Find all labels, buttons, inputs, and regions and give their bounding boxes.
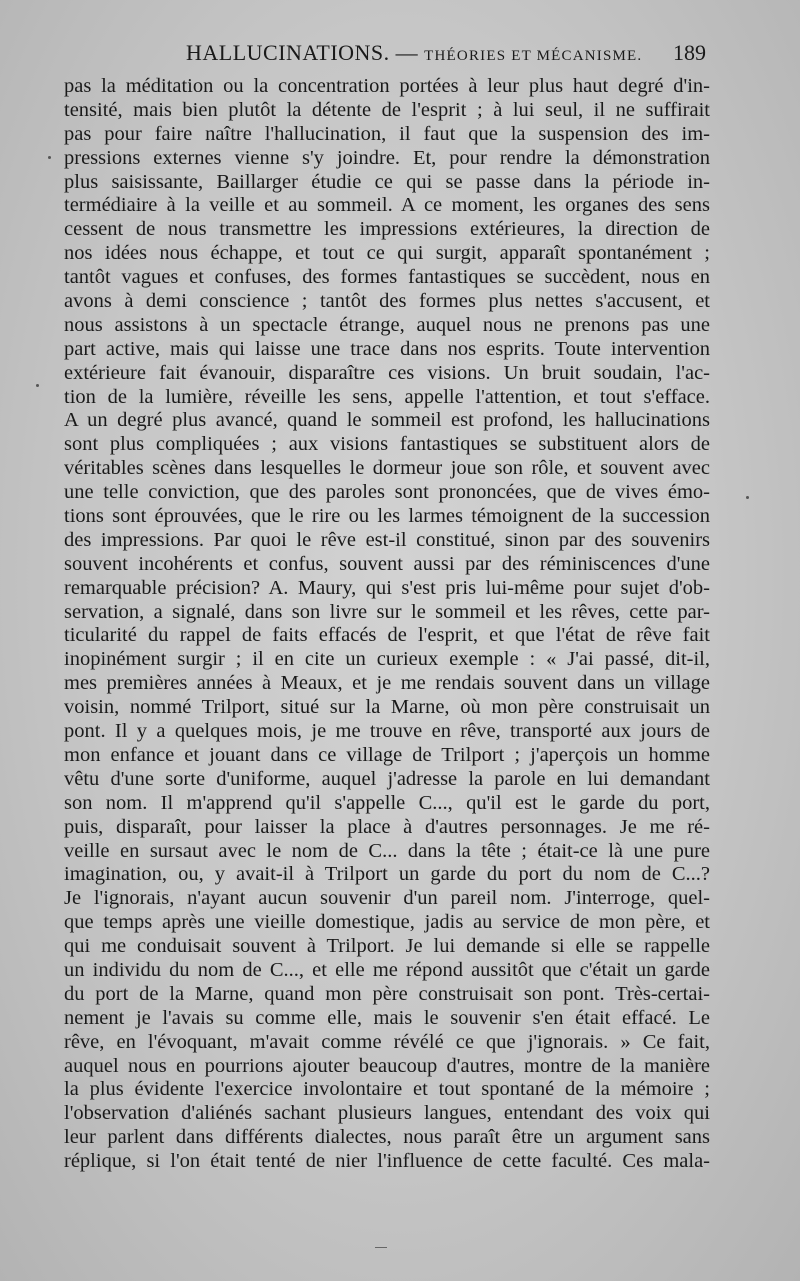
text-line: une telle conviction, que des paroles sont prononcées, que de vives émo- bbox=[64, 481, 710, 504]
text-line: des impressions. Par quoi le rêve est-il constitué, sinon par des souvenirs bbox=[64, 528, 710, 551]
running-title-separator: — bbox=[395, 40, 419, 65]
text-line: véritables scènes dans lesquelles le dormeur joue son rôle, et souvent avec bbox=[64, 457, 710, 480]
margin-speck bbox=[48, 156, 51, 159]
text-line: tions sont éprouvées, que le rire ou les larmes témoignent de la succession bbox=[64, 505, 710, 528]
text-line: veille en sursaut avec le nom de C... dans la tête ; était-ce là une pure bbox=[64, 839, 710, 862]
text-line: mon enfance et jouant dans ce village de Trilport ; j'aperçois un homme bbox=[64, 743, 710, 766]
text-line: tensité, mais bien plutôt la détente de l'esprit ; à lui seul, il ne suffirait bbox=[64, 98, 710, 121]
text-line: nement je l'avais su comme elle, mais le souvenir s'en était effacé. Le bbox=[64, 1006, 710, 1029]
text-line: la plus évidente l'exercice involontaire et tout spontané de la mémoire ; bbox=[64, 1078, 710, 1101]
text-line: pas la méditation ou la concentration portées à leur plus haut degré d'in- bbox=[64, 75, 710, 97]
text-line: termédiaire à la veille et au sommeil. A ce moment, les organes des sens bbox=[64, 194, 710, 217]
text-line: servation, a signalé, dans son livre sur le sommeil et les rêves, cette par- bbox=[64, 600, 710, 623]
bottom-mark bbox=[375, 1247, 387, 1248]
text-line: l'observation d'aliénés sachant plusieurs langues, entendant des voix qui bbox=[64, 1102, 710, 1125]
text-line: rêve, en l'évoquant, m'avait comme révélé ce que j'ignorais. » Ce fait, bbox=[64, 1030, 710, 1053]
text-line: pont. Il y a quelques mois, je me trouve en rêve, transporté aux jours de bbox=[64, 720, 710, 743]
text-line: nous assistons à un spectacle étrange, auquel nous ne prenons pas une bbox=[64, 313, 710, 336]
text-line: cessent de nous transmettre les impressions extérieures, la direction de bbox=[64, 218, 710, 241]
text-line: vêtu d'une sorte d'uniforme, auquel j'adresse la parole en lui demandant bbox=[64, 767, 710, 790]
text-line: souvent incohérents et confus, souvent aussi par des réminiscences d'une bbox=[64, 552, 710, 575]
text-line: mes premières années à Meaux, et je me rendais souvent dans un village bbox=[64, 672, 710, 695]
text-line: que temps après une vieille domestique, jadis au service de mon père, et bbox=[64, 911, 710, 934]
page-header bbox=[64, 40, 710, 74]
text-line: part active, mais qui laisse une trace dans nos esprits. Toute intervention bbox=[64, 337, 710, 360]
text-line: tantôt vagues et confuses, des formes fantastiques se succèdent, nous en bbox=[64, 266, 710, 289]
text-line: avons à demi conscience ; tantôt des formes plus nettes s'accusent, et bbox=[64, 290, 710, 313]
text-line: nos idées nous échappe, et tout ce qui surgit, apparaît spontanément ; bbox=[64, 242, 710, 265]
text-line: voisin, nommé Trilport, situé sur la Marne, où mon père construisait un bbox=[64, 696, 710, 719]
text-line: ticularité du rappel de faits effacés de l'esprit, et que l'état de rêve fait bbox=[64, 624, 710, 647]
text-line: leur parlent dans différents dialectes, nous paraît être un argument sans bbox=[64, 1126, 710, 1149]
text-line: extérieure fait évanouir, disparaître ces visions. Un bruit soudain, l'ac- bbox=[64, 361, 710, 384]
text-line: du port de la Marne, quand mon père construisait son pont. Très-certai- bbox=[64, 982, 710, 1005]
text-line: inopinément surgir ; il en cite un curieux exemple : « J'ai passé, dit-il, bbox=[64, 648, 710, 671]
running-title-subtitle: THÉORIES ET MÉCANISME. bbox=[424, 48, 643, 64]
margin-speck bbox=[746, 496, 749, 499]
text-line: un individu du nom de C..., et elle me répond aussitôt que c'était un garde bbox=[64, 958, 710, 981]
text-line: réplique, si l'on était tenté de nier l'influence de cette faculté. Ces mala- bbox=[64, 1150, 710, 1173]
text-line: imagination, ou, y avait-il à Trilport un garde du port du nom de C...? bbox=[64, 863, 710, 886]
body-text bbox=[64, 75, 710, 1174]
text-line: puis, disparaît, pour laisser la place à d'autres personnages. Je me ré- bbox=[64, 815, 710, 838]
text-line: auquel nous en pourrions ajouter beaucoup d'autres, montre de la manière bbox=[64, 1054, 710, 1077]
text-line: A un degré plus avancé, quand le sommeil est profond, les hallucinations bbox=[64, 409, 710, 432]
page-number: 189 bbox=[673, 40, 706, 65]
text-line: remarquable précision? A. Maury, qui s'est pris lui-même pour sujet d'ob- bbox=[64, 576, 710, 599]
text-line: qui me conduisait souvent à Trilport. Je lui demande si elle se rappelle bbox=[64, 935, 710, 958]
text-line: son nom. Il m'apprend qu'il s'appelle C..., qu'il est le garde du port, bbox=[64, 791, 710, 814]
margin-speck bbox=[36, 384, 39, 387]
running-title bbox=[186, 40, 642, 66]
running-title-main: HALLUCINATIONS. bbox=[186, 40, 390, 65]
text-line: Je l'ignorais, n'ayant aucun souvenir d'un pareil nom. J'interroge, quel- bbox=[64, 887, 710, 910]
text-line: pressions externes vienne s'y joindre. Et, pour rendre la démonstration bbox=[64, 146, 710, 169]
text-line: pas pour faire naître l'hallucination, il faut que la suspension des im- bbox=[64, 122, 710, 145]
text-line: plus saisissante, Baillarger étudie ce qui se passe dans la période in- bbox=[64, 170, 710, 193]
text-line: sont plus compliquées ; aux visions fantastiques se substituent alors de bbox=[64, 433, 710, 456]
text-line: tion de la lumière, réveille les sens, appelle l'attention, et tout s'efface. bbox=[64, 385, 710, 408]
